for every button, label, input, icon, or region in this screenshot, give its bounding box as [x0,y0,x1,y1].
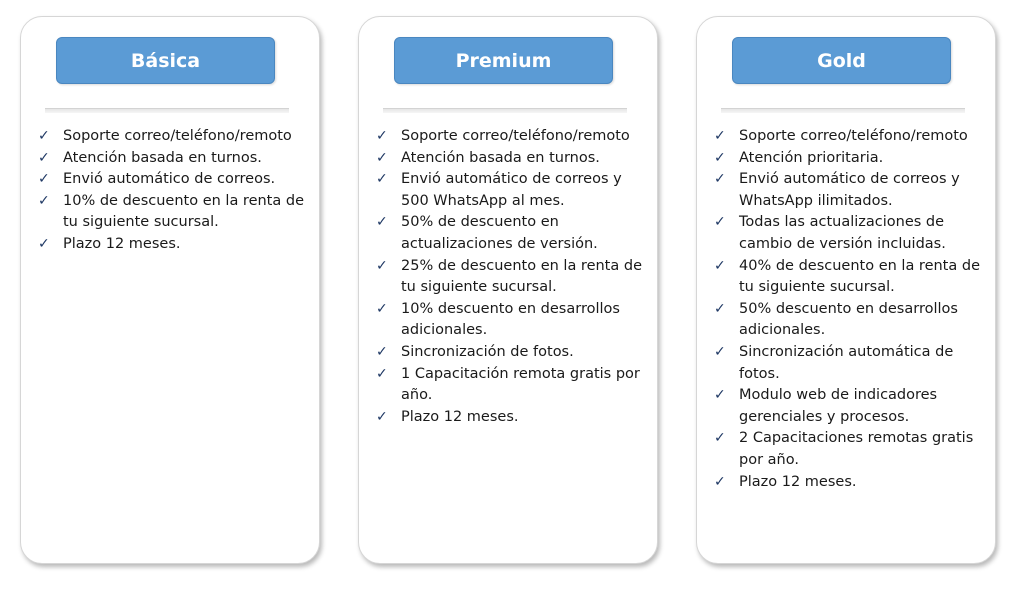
feature-item [376,212,656,255]
checkmark-icon: ✓ [376,408,388,425]
feature-text: Envió automático de correos. [63,171,276,188]
plan-card-premium [358,16,658,564]
checkmark-icon: ✓ [714,171,726,188]
feature-item [376,256,656,299]
feature-list [714,126,994,493]
feature-item [714,385,994,428]
checkmark-icon: ✓ [376,128,388,144]
feature-text: Envió automático de correos y WhatsApp ilimitados. [739,171,960,209]
checkmark-icon: ✓ [714,473,726,490]
feature-text: Atención prioritaria. [739,149,884,166]
feature-item [714,472,994,494]
divider [383,108,627,113]
feature-text: 10% de descuento en la renta de tu siguiente sucursal. [63,192,304,231]
feature-text: Soporte correo/teléfono/remoto [63,128,292,144]
checkmark-icon: ✓ [376,257,388,274]
checkmark-icon: ✓ [714,149,726,166]
checkmark-icon: ✓ [376,365,388,382]
checkmark-icon: ✓ [38,149,50,166]
divider [721,108,965,113]
feature-item [376,342,656,364]
feature-text: Soporte correo/teléfono/remoto [739,128,968,144]
checkmark-icon: ✓ [38,128,50,144]
feature-text: Plazo 12 meses. [739,473,857,490]
plan-card-gold [696,16,996,564]
feature-item [38,126,318,148]
feature-item [376,299,656,342]
plan-title-button[interactable]: Premium [394,37,613,84]
feature-text: 50% descuento en desarrollos adicionales. [739,300,958,339]
checkmark-icon: ✓ [714,214,726,231]
feature-item [376,126,656,148]
feature-item [714,256,994,299]
feature-list [376,126,656,428]
checkmark-icon: ✓ [38,235,50,252]
feature-item [714,342,994,385]
feature-text: 50% de descuento en actualizaciones de versión. [401,214,598,252]
feature-text: Atención basada en turnos. [63,149,262,166]
checkmark-icon: ✓ [376,171,388,188]
feature-text: Todas las actualizaciones de cambio de versión incluidas. [739,214,946,252]
checkmark-icon: ✓ [376,214,388,231]
feature-item [376,407,656,429]
feature-text: 25% de descuento en la renta de tu siguiente sucursal. [401,257,642,296]
feature-item [38,148,318,170]
feature-item [376,364,656,407]
feature-text: 10% descuento en desarrollos adicionales. [401,300,620,339]
checkmark-icon: ✓ [38,192,50,209]
feature-item [376,148,656,170]
checkmark-icon: ✓ [38,171,50,188]
feature-item [714,212,994,255]
feature-text: Plazo 12 meses. [63,235,181,252]
checkmark-icon: ✓ [714,343,726,360]
feature-text: Plazo 12 meses. [401,408,519,425]
checkmark-icon: ✓ [376,149,388,166]
feature-text: Modulo web de indicadores gerenciales y procesos. [739,387,938,425]
feature-item [38,191,318,234]
feature-text: Sincronización automática de fotos. [739,343,954,382]
feature-item [714,169,994,212]
feature-item [38,234,318,256]
checkmark-icon: ✓ [714,430,726,447]
feature-text: 1 Capacitación remota gratis por año. [401,365,640,404]
plan-card-basica [20,16,320,564]
feature-text: Atención basada en turnos. [401,149,600,166]
feature-text: 2 Capacitaciones remotas gratis por año. [739,430,974,468]
feature-text: Sincronización de fotos. [401,343,574,360]
feature-text: Envió automático de correos y 500 WhatsApp al mes. [401,171,622,209]
checkmark-icon: ✓ [714,300,726,317]
plan-title-button[interactable]: Gold [732,37,951,84]
feature-text: Soporte correo/teléfono/remoto [401,128,630,144]
feature-list [38,126,318,256]
feature-item [38,169,318,191]
feature-item [714,299,994,342]
feature-item [714,428,994,471]
checkmark-icon: ✓ [376,343,388,360]
feature-item [714,126,994,148]
checkmark-icon: ✓ [376,300,388,317]
feature-item [376,169,656,212]
feature-text: 40% de descuento en la renta de tu siguiente sucursal. [739,257,980,296]
divider [45,108,289,113]
checkmark-icon: ✓ [714,257,726,274]
feature-item [714,148,994,170]
checkmark-icon: ✓ [714,387,726,404]
checkmark-icon: ✓ [714,128,726,144]
plan-title-button[interactable]: Básica [56,37,275,84]
